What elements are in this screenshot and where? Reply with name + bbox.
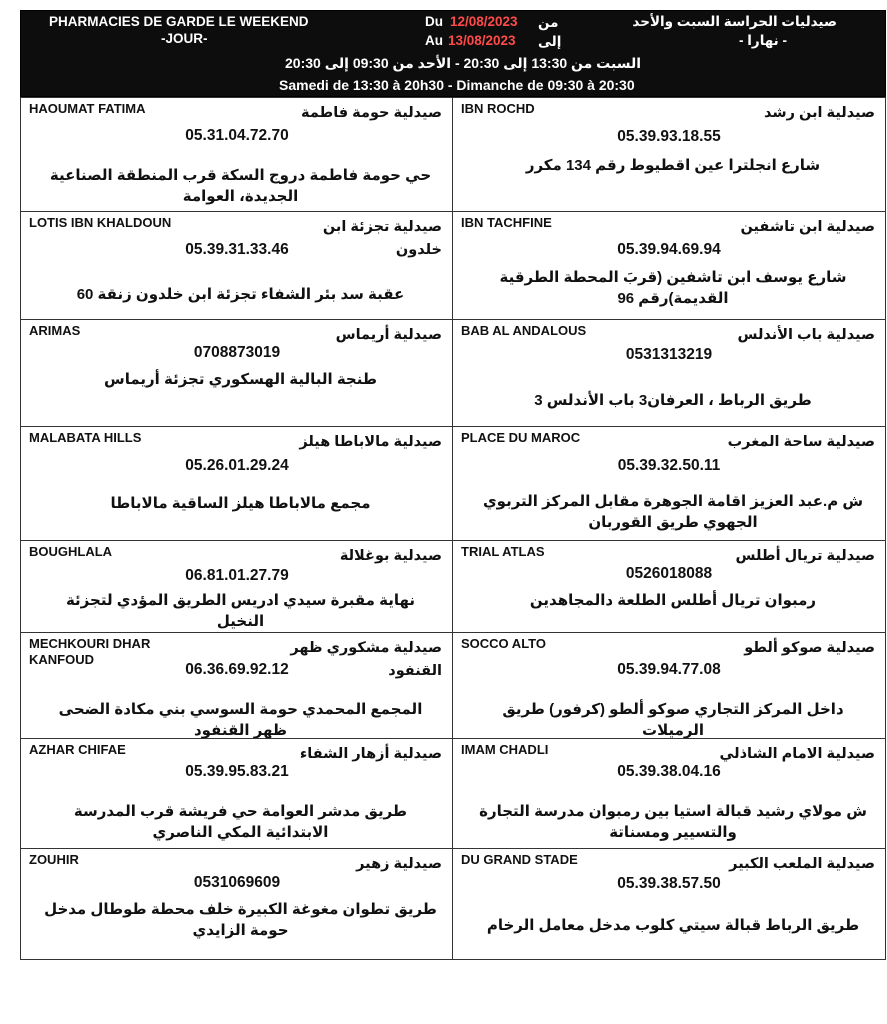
pharmacy-grid [20,97,886,960]
date-to-label: Au [425,33,443,48]
pharmacy-name-arabic: صيدلية زهير [356,856,442,872]
french-schedule: Samedi de 13:30 à 20h30 - Dimanche de 09:30 à 20:30 [279,77,635,93]
date-to: 13/08/2023 [448,33,516,48]
pharmacy-address: شارع يوسف ابن تاشفين (قربَ المحطة الطرقية القديمة)رقم 96 [499,269,847,307]
pharmacy-name-arabic: صيدلية أريماس [335,327,442,343]
pharmacy-address: طريق مدشر العوامة حي فريشة قرب المدرسة الابتدائية المكي الناصري [73,803,408,841]
pharmacy-name-arabic: صيدلية مشكوري ظهر القنفود [290,640,442,679]
pharmacy-address: ش م.عبد العزيز اقامة الجوهرة مقابل المركز التربوي الجهوي طريق القوربان [482,493,864,531]
pharmacy-name-french: BOUGHLALA [29,544,113,559]
date-from: 12/08/2023 [450,14,518,29]
pharmacy-name-french: LOTIS IBN KHALDOUN [29,215,172,230]
pharmacy-phone: 05.39.31.33.46 [185,241,289,258]
pharmacy-name-arabic: صيدلية باب الأندلس [737,327,875,343]
pharmacy-card [21,98,453,211]
pharmacy-name-french: IBN TACHFINE [461,215,552,230]
pharmacy-phone: 05.39.38.57.50 [617,875,721,892]
french-title: PHARMACIES DE GARDE LE WEEKEND [49,14,309,29]
pharmacy-row [21,848,885,959]
pharmacy-name-french: DU GRAND STADE [461,852,578,867]
pharmacy-row [21,426,885,540]
pharmacy-name-french: MALABATA HILLS [29,430,142,445]
pharmacy-name-french: BAB AL ANDALOUS [461,323,587,338]
pharmacy-address: طريق الرباط قبالة سيتي كلوب مدخل معامل الرخام [486,917,860,934]
pharmacy-name-french: ZOUHIR [29,852,79,867]
pharmacy-address: عقبة سد بئر الشفاء تجزئة ابن خلدون زنقة 60 [76,286,405,303]
pharmacy-row [21,540,885,632]
pharmacy-name-arabic: صيدلية حومة فاطمة [301,105,442,121]
date-from-arabic-label: من [538,15,559,30]
pharmacy-name-arabic: صيدلية تجزئة ابن خلدون [322,219,442,258]
arabic-schedule: السبت من 13:30 إلى 20:30 - الأحد من 09:30 إلى 20:30 [285,55,642,71]
pharmacy-name-arabic: صيدلية الملعب الكبير [729,856,875,872]
pharmacy-address: شارع انجلترا عين اقطيوط رقم 134 مكرر [525,157,821,174]
pharmacy-address: رمبوان تريال أطلس الطلعة دالمجاهدين [529,592,817,609]
pharmacy-phone: 05.26.01.29.24 [185,457,289,474]
pharmacy-name-french: IBN ROCHD [461,101,535,116]
pharmacy-address: المجمع المحمدي حومة السوسي بني مكادة الضحى ظهر القنفود [58,701,423,739]
date-from-label: Du [425,14,443,29]
pharmacy-phone: 05.39.95.83.21 [185,763,289,780]
pharmacy-name-french: AZHAR CHIFAE [29,742,126,757]
pharmacy-phone: 0531069609 [193,874,281,891]
pharmacy-row [21,319,885,426]
pharmacy-phone: 05.39.94.69.94 [617,241,721,258]
pharmacy-schedule-sheet [20,10,886,960]
pharmacy-phone: 05.31.04.72.70 [185,127,289,144]
pharmacy-card [453,98,885,211]
pharmacy-name-french: SOCCO ALTO [461,636,546,651]
pharmacy-name-french: TRIAL ATLAS [461,544,545,559]
pharmacy-row [21,211,885,319]
pharmacy-phone: 05.39.94.77.08 [617,661,721,678]
pharmacy-name-arabic: صيدلية تريال أطلس [735,548,875,564]
pharmacy-phone: 05.39.38.04.16 [617,763,721,780]
pharmacy-row [21,632,885,738]
pharmacy-address: طنجة البالية الهسكوري تجزئة أريماس [104,371,377,388]
pharmacy-card [21,849,453,959]
pharmacy-card [453,541,885,632]
pharmacy-card [453,849,885,959]
pharmacy-name-arabic: صيدلية ابن تاشفين [740,219,875,235]
pharmacy-name-french: IMAM CHADLI [461,742,549,757]
pharmacy-card [21,633,453,738]
pharmacy-phone: 0708873019 [193,344,281,361]
pharmacy-row [21,738,885,848]
pharmacy-name-french: MECHKOURI DHAR KANFOUD [29,636,151,667]
pharmacy-card [21,320,453,426]
pharmacy-name-arabic: صيدلية صوكو ألطو [744,640,875,656]
pharmacy-name-french: HAOUMAT FATIMA [29,101,146,116]
pharmacy-phone: 05.39.32.50.11 [617,457,721,474]
pharmacy-name-arabic: صيدلية أزهار الشفاء [299,746,442,762]
pharmacy-card [21,541,453,632]
pharmacy-card [453,320,885,426]
pharmacy-card [21,427,453,540]
pharmacy-card [21,212,453,319]
pharmacy-card [453,427,885,540]
arabic-subtitle: - نهارا - [739,33,787,48]
pharmacy-address: داخل المركز التجاري صوكو ألطو (كرفور) طريق الرميلات [502,701,844,739]
pharmacy-address: طريق الرباط ، العرفان3 باب الأندلس 3 [534,392,812,409]
pharmacy-phone: 0531313219 [625,346,713,363]
pharmacy-card [453,739,885,848]
pharmacy-address: ش مولاي رشيد قبالة استيا بين رمبوان مدرسة التجارة والتسيير ومسناتة [479,803,867,841]
pharmacy-address: حي حومة فاطمة دروج السكة قرب المنطقة الصناعية الجديدة، العوامة [49,167,432,205]
pharmacy-card [453,633,885,738]
pharmacy-phone: 05.39.93.18.55 [617,128,721,145]
pharmacy-address: طريق تطوان مغوغة الكبيرة خلف محطة طوطال مدخل حومة الزايدي [44,901,437,939]
pharmacy-name-arabic: صيدلية بوغلالة [339,548,442,564]
arabic-title: صيدليات الحراسة السبت والأحد [632,14,837,29]
pharmacy-address: مجمع مالاباطا هيلز الساقية مالاباطا [110,495,371,512]
pharmacy-card [21,739,453,848]
pharmacy-name-arabic: صيدلية مالاباطا هيلز [299,434,442,450]
pharmacy-phone: 0526018088 [625,565,713,582]
pharmacy-name-arabic: صيدلية الامام الشاذلي [719,746,875,762]
schedule-header [20,10,886,97]
pharmacy-phone: 06.81.01.27.79 [185,567,289,584]
pharmacy-card [453,212,885,319]
pharmacy-address: نهاية مقبرة سيدي ادريس الطريق المؤدي لتجزئة النخيل [65,592,416,630]
pharmacy-name-arabic: صيدلية ساحة المغرب [727,434,875,450]
pharmacy-phone: 06.36.69.92.12 [185,661,289,678]
pharmacy-name-french: ARIMAS [29,323,81,338]
french-subtitle: -JOUR- [161,31,208,46]
pharmacy-name-french: PLACE DU MAROC [461,430,581,445]
pharmacy-row [21,97,885,211]
pharmacy-name-arabic: صيدلية ابن رشد [764,105,875,121]
date-to-arabic-label: إلى [538,34,562,49]
